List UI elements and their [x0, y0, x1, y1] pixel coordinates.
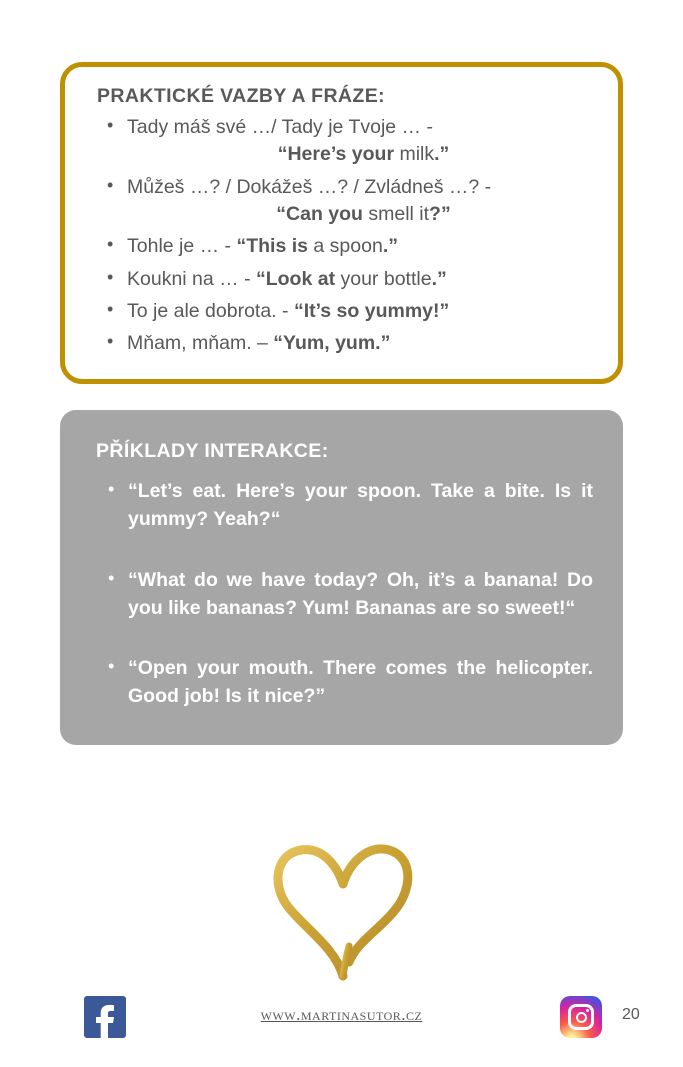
phrase-en-plain: smell it [362, 202, 430, 225]
list-item [81, 298, 600, 324]
phrase-en-plain: your bottle [335, 267, 432, 290]
interaction-examples-box [60, 410, 623, 745]
phrase-cz: Můžeš …? / Dokážeš …? / Zvládneš …? - [127, 175, 492, 198]
phrase-en-tail: ?” [429, 202, 451, 225]
list-item [81, 174, 600, 228]
phrase-en-bold: “This is [236, 235, 308, 258]
list-item: • “Let’s eat. Here’s your spoon. Take a bite. Is it yummy? Yeah?“ [80, 477, 597, 534]
phrase-en-bold: “Yum, yum.” [273, 332, 391, 355]
interaction-examples-title: PŘÍKLADY INTERAKCE: [96, 440, 329, 462]
phrase-cz: Tady máš své …/ Tady je Tvoje … - [127, 116, 433, 138]
practical-phrases-box [60, 62, 623, 384]
phrase-en-bold: “Look at [255, 267, 336, 290]
phrase-cz: Tohle je … - [127, 235, 237, 258]
heart-decoration [0, 838, 683, 983]
practical-phrases-list [81, 114, 600, 357]
page-number: 20 [622, 1006, 640, 1023]
practical-phrases-title: PRAKTICKÉ VAZBY A FRÁZE: [97, 85, 386, 107]
list-item: • “What do we have today? Oh, it’s a banana! Do you like bananas? Yum! Bananas are so sweet!“ [80, 566, 597, 623]
phrase-en-plain: milk [394, 143, 435, 166]
phrase-en-tail: .” [431, 267, 447, 290]
list-item [81, 233, 600, 259]
phrase-en-bold: “It’s so yummy!” [293, 299, 450, 322]
list-item [81, 330, 600, 356]
website-url[interactable]: www.martinasutor.cz [260, 1005, 423, 1024]
instagram-camera-glyph [568, 1004, 594, 1030]
phrase-cz: Mňam, mňam. – [127, 332, 274, 355]
interaction-examples-list [80, 477, 597, 711]
phrase-cz: Koukni na … - [127, 267, 256, 290]
list-item: • “Open your mouth. There comes the helicopter. Good job! Is it nice?” [80, 654, 597, 711]
phrase-en-tail: .” [382, 235, 398, 258]
page-footer [0, 996, 683, 1046]
phrase-en-bold: “Can you [276, 202, 363, 225]
gold-heart-icon [257, 838, 427, 983]
phrase-en-plain: a spoon [308, 235, 383, 258]
instagram-icon[interactable] [560, 996, 602, 1038]
list-item [81, 266, 600, 292]
phrase-en-tail: .” [434, 143, 450, 166]
phrase-en-line [127, 201, 600, 227]
phrase-en-bold: “Here’s your [277, 143, 395, 166]
phrase-en-line [127, 141, 600, 167]
list-item [81, 114, 600, 168]
phrase-cz: To je ale dobrota. - [127, 299, 294, 322]
